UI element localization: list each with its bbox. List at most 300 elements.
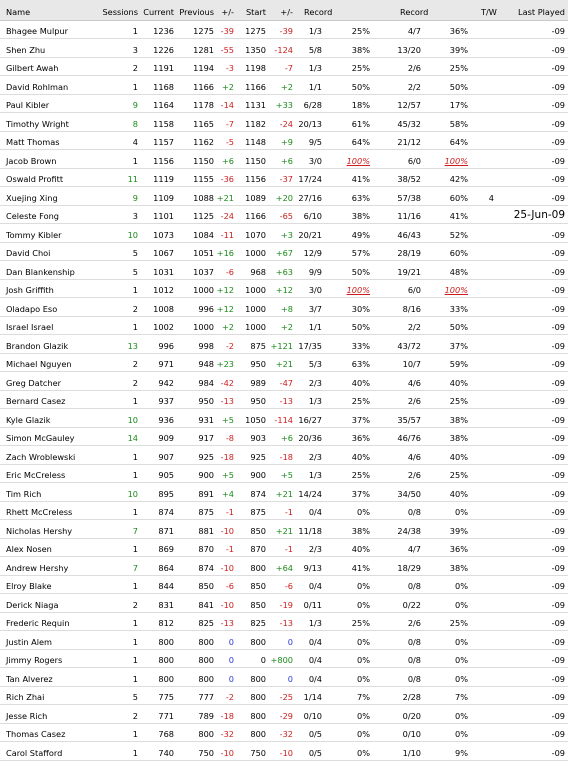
start-rating-cell: 870 <box>250 544 266 554</box>
start-rating-cell: 850 <box>250 581 266 591</box>
win-pct-sessions-cell: 25% <box>351 26 370 36</box>
delta-previous-cell: -5 <box>225 137 234 147</box>
delta-previous-cell: +6 <box>221 155 234 166</box>
delta-start-cell: -1 <box>284 507 293 517</box>
table-row[interactable] <box>0 501 568 520</box>
table-header <box>0 0 568 21</box>
record-games-cell: 28/19 <box>397 248 421 258</box>
record-games-cell: 0/8 <box>407 636 421 647</box>
table-row[interactable] <box>0 705 568 724</box>
record-sessions-cell: 14/24 <box>298 488 322 499</box>
start-rating-cell: 950 <box>250 359 266 369</box>
player-name: Jimmy Rogers <box>6 655 63 665</box>
record-games-cell: 45/32 <box>397 118 421 129</box>
delta-start-cell: -18 <box>279 451 293 462</box>
record-games-cell: 11/16 <box>397 211 421 221</box>
record-sessions-cell: 6/28 <box>303 100 322 110</box>
record-sessions-cell: 0/4 <box>308 655 322 665</box>
delta-previous-cell: -7 <box>225 118 234 129</box>
player-name: Matt Thomas <box>6 137 60 147</box>
delta-previous-cell: -10 <box>220 747 234 758</box>
win-pct-games-cell: 38% <box>449 414 468 425</box>
win-pct-sessions-cell: 63% <box>351 359 370 369</box>
table-row[interactable] <box>0 353 568 372</box>
current-rating-cell: 905 <box>158 470 174 480</box>
record-games-cell: 1/10 <box>402 747 421 758</box>
start-rating-cell: 875 <box>250 340 266 351</box>
delta-start-cell: +20 <box>275 192 293 203</box>
win-pct-sessions-cell: 0% <box>357 581 370 591</box>
win-pct-sessions-cell: 0% <box>357 655 370 665</box>
record-sessions-cell: 17/24 <box>298 174 322 184</box>
delta-previous-cell: -6 <box>225 581 234 591</box>
delta-start-cell: -1 <box>284 544 293 554</box>
table-row[interactable] <box>0 446 568 465</box>
record-sessions-cell: 27/16 <box>298 192 322 203</box>
delta-previous-cell: -8 <box>225 433 234 443</box>
table-row[interactable] <box>0 261 568 280</box>
win-pct-sessions-cell: 0% <box>357 747 370 758</box>
win-pct-games-cell: 50% <box>449 81 468 92</box>
win-pct-games-cell: 60% <box>449 248 468 258</box>
record-sessions-cell: 11/18 <box>298 525 322 536</box>
previous-rating-cell: 1000 <box>193 285 214 295</box>
previous-rating-cell: 1150 <box>193 155 214 166</box>
delta-start-cell: +12 <box>275 285 293 295</box>
sessions-cell: 9 <box>132 192 138 203</box>
start-rating-cell: 1000 <box>245 303 266 314</box>
previous-rating-cell: 1051 <box>193 248 214 258</box>
record-games-cell: 2/2 <box>407 322 421 332</box>
delta-start-cell: +2 <box>280 81 293 92</box>
previous-rating-cell: 875 <box>198 507 214 517</box>
table-row[interactable] <box>0 94 568 113</box>
current-rating-cell: 1031 <box>153 266 174 277</box>
header-previous[interactable]: Previous <box>179 7 214 17</box>
player-name: Kyle Glazik <box>6 414 51 425</box>
header-delta-start[interactable]: +/- <box>280 7 293 17</box>
sessions-cell: 1 <box>132 655 138 665</box>
record-games-cell: 0/8 <box>407 581 421 591</box>
win-pct-games-cell: 60% <box>449 192 468 203</box>
record-sessions-cell: 9/9 <box>308 266 322 277</box>
delta-previous-cell: -13 <box>220 396 234 406</box>
start-rating-cell: 800 <box>250 692 266 702</box>
sessions-cell: 13 <box>127 340 138 351</box>
win-pct-games-cell: 40% <box>449 451 468 462</box>
record-games-cell: 0/8 <box>407 673 421 684</box>
current-rating-cell: 740 <box>158 747 174 758</box>
sessions-cell: 1 <box>132 544 138 554</box>
sessions-cell: 1 <box>132 81 138 92</box>
record-games-cell: 10/7 <box>402 359 421 369</box>
player-name: Jacob Brown <box>6 155 57 166</box>
last-played-cell: -09 <box>551 118 565 129</box>
delta-start-cell: 0 <box>287 636 293 647</box>
record-sessions-cell: 2/3 <box>308 451 322 462</box>
previous-rating-cell: 1084 <box>193 229 214 240</box>
last-played-cell: 25-Jun-09 <box>513 209 565 221</box>
sessions-cell: 1 <box>132 155 138 166</box>
player-name: Shen Zhu <box>6 44 46 55</box>
player-name: Greg Datcher <box>6 377 61 388</box>
last-played-cell: -09 <box>551 229 565 240</box>
previous-rating-cell: 1194 <box>193 63 214 73</box>
win-pct-games-cell: 40% <box>449 488 468 499</box>
record-sessions-cell: 6/10 <box>303 211 322 221</box>
player-name: Oladapo Eso <box>6 303 58 314</box>
header-start[interactable]: Start <box>245 7 266 17</box>
current-rating-cell: 1156 <box>153 155 174 166</box>
table-row[interactable] <box>0 612 568 631</box>
last-played-cell: -09 <box>551 340 565 351</box>
start-rating-cell: 1166 <box>245 81 266 92</box>
delta-previous-cell: +5 <box>221 414 234 425</box>
header-delta-previous[interactable]: +/- <box>221 7 234 17</box>
previous-rating-cell: 850 <box>198 581 214 591</box>
table-row[interactable] <box>0 649 568 668</box>
record-games-cell: 2/2 <box>407 81 421 92</box>
win-pct-sessions-cell: 37% <box>351 488 370 499</box>
record-games-cell: 0/8 <box>407 507 421 517</box>
previous-rating-cell: 925 <box>198 451 214 462</box>
record-sessions-cell: 2/3 <box>308 544 322 554</box>
win-pct-sessions-cell: 41% <box>351 174 370 184</box>
current-rating-cell: 1226 <box>153 44 174 55</box>
table-row[interactable] <box>0 723 568 742</box>
last-played-cell: -09 <box>551 470 565 480</box>
win-pct-games-cell: 0% <box>455 507 468 517</box>
win-pct-games-cell: 0% <box>455 636 468 647</box>
delta-previous-cell: -18 <box>220 451 234 462</box>
current-rating-cell: 1073 <box>153 229 174 240</box>
table-row[interactable] <box>0 520 568 539</box>
win-pct-sessions-cell: 63% <box>351 192 370 203</box>
win-pct-games-cell: 100% <box>444 155 468 166</box>
win-pct-sessions-cell: 64% <box>351 137 370 147</box>
player-name: Celeste Fong <box>6 211 59 221</box>
current-rating-cell: 871 <box>158 525 174 536</box>
player-name: Derick Niaga <box>6 599 59 610</box>
start-rating-cell: 1150 <box>245 155 266 166</box>
delta-start-cell: -29 <box>279 710 293 721</box>
record-sessions-cell: 0/4 <box>308 673 322 684</box>
player-name: Tommy Kibler <box>6 229 62 240</box>
previous-rating-cell: 800 <box>198 729 214 739</box>
table-row[interactable] <box>0 131 568 150</box>
win-pct-games-cell: 41% <box>449 211 468 221</box>
record-sessions-cell: 12/9 <box>303 248 322 258</box>
record-games-cell: 21/12 <box>397 137 421 147</box>
record-sessions-cell: 0/4 <box>308 581 322 591</box>
delta-previous-cell: +5 <box>221 470 234 480</box>
last-played-cell: -09 <box>551 100 565 110</box>
delta-start-cell: +8 <box>280 303 293 314</box>
win-pct-sessions-cell: 40% <box>351 544 370 554</box>
last-played-cell: -09 <box>551 599 565 610</box>
delta-start-cell: -32 <box>279 729 293 739</box>
table-row[interactable] <box>0 39 568 58</box>
table-row[interactable] <box>0 20 568 39</box>
win-pct-sessions-cell: 40% <box>351 451 370 462</box>
record-sessions-cell: 17/35 <box>298 340 322 351</box>
previous-rating-cell: 1162 <box>193 137 214 147</box>
player-name: Oswald Profitt <box>6 174 64 184</box>
win-pct-sessions-cell: 57% <box>351 248 370 258</box>
record-games-cell: 8/16 <box>402 303 421 314</box>
player-name: Bhagee Mulpur <box>6 26 68 36</box>
table-row[interactable] <box>0 279 568 298</box>
win-pct-sessions-cell: 0% <box>357 729 370 739</box>
sessions-cell: 10 <box>127 229 138 240</box>
record-games-cell: 2/6 <box>407 63 421 73</box>
win-pct-sessions-cell: 37% <box>351 414 370 425</box>
previous-rating-cell: 1166 <box>193 81 214 92</box>
previous-rating-cell: 1178 <box>193 100 214 110</box>
record-sessions-cell: 0/5 <box>308 747 322 758</box>
table-row[interactable] <box>0 631 568 650</box>
sessions-cell: 14 <box>127 433 138 443</box>
record-sessions-cell: 1/14 <box>303 692 322 702</box>
delta-start-cell: -24 <box>279 118 293 129</box>
record-games-cell: 2/28 <box>402 692 421 702</box>
start-rating-cell: 850 <box>250 599 266 610</box>
delta-start-cell: +121 <box>270 340 293 351</box>
win-pct-sessions-cell: 25% <box>351 618 370 628</box>
start-rating-cell: 800 <box>250 729 266 739</box>
header-current[interactable]: Current <box>143 7 174 17</box>
current-rating-cell: 869 <box>158 544 174 554</box>
sessions-cell: 3 <box>132 44 138 55</box>
current-rating-cell: 1067 <box>153 248 174 258</box>
delta-start-cell: -124 <box>274 44 293 55</box>
table-row[interactable] <box>0 205 568 224</box>
player-name: Tim Rich <box>6 488 42 499</box>
delta-previous-cell: -6 <box>225 266 234 277</box>
table-row[interactable] <box>0 316 568 335</box>
record-games-cell: 12/57 <box>397 100 421 110</box>
delta-previous-cell: +23 <box>216 359 234 369</box>
sessions-cell: 5 <box>132 266 138 277</box>
sessions-cell: 1 <box>132 26 138 36</box>
sessions-cell: 2 <box>132 710 138 721</box>
win-pct-games-cell: 39% <box>449 525 468 536</box>
current-rating-cell: 775 <box>158 692 174 702</box>
table-row[interactable] <box>0 483 568 502</box>
sessions-cell: 11 <box>127 174 138 184</box>
record-sessions-cell: 1/3 <box>308 618 322 628</box>
current-rating-cell: 1164 <box>153 100 174 110</box>
sessions-cell: 2 <box>132 303 138 314</box>
win-pct-sessions-cell: 49% <box>351 229 370 240</box>
record-games-cell: 35/57 <box>397 414 421 425</box>
win-pct-sessions-cell: 7% <box>357 692 370 702</box>
start-rating-cell: 800 <box>250 710 266 721</box>
record-sessions-cell: 3/0 <box>308 285 322 295</box>
start-rating-cell: 800 <box>250 636 266 647</box>
table-row[interactable] <box>0 168 568 187</box>
win-pct-sessions-cell: 38% <box>351 44 370 55</box>
win-pct-games-cell: 59% <box>449 359 468 369</box>
start-rating-cell: 1070 <box>245 229 266 240</box>
delta-previous-cell: -32 <box>220 729 234 739</box>
table-row[interactable] <box>0 150 568 169</box>
win-pct-games-cell: 7% <box>455 692 468 702</box>
record-games-cell: 2/6 <box>407 396 421 406</box>
player-name: Rhett McCreless <box>6 507 73 517</box>
record-games-cell: 4/6 <box>407 451 421 462</box>
last-played-cell: -09 <box>551 303 565 314</box>
table-row[interactable] <box>0 409 568 428</box>
delta-previous-cell: -55 <box>220 44 234 55</box>
delta-start-cell: +6 <box>280 433 293 443</box>
win-pct-games-cell: 25% <box>449 63 468 73</box>
record-sessions-cell: 1/3 <box>308 470 322 480</box>
table-row[interactable] <box>0 575 568 594</box>
win-pct-sessions-cell: 100% <box>346 155 370 166</box>
record-games-cell: 34/50 <box>397 488 421 499</box>
table-row[interactable] <box>0 187 568 206</box>
delta-previous-cell: -39 <box>220 26 234 36</box>
delta-start-cell: +3 <box>280 229 293 240</box>
player-name: Simon McGauley <box>6 433 75 443</box>
record-sessions-cell: 2/3 <box>308 377 322 388</box>
header-record-sessions[interactable]: Record <box>304 7 333 17</box>
start-rating-cell: 750 <box>250 747 266 758</box>
delta-previous-cell: -10 <box>220 599 234 610</box>
start-rating-cell: 1166 <box>245 211 266 221</box>
record-games-cell: 19/21 <box>397 266 421 277</box>
record-games-cell: 2/6 <box>407 618 421 628</box>
start-rating-cell: 1182 <box>245 118 266 129</box>
header-tw[interactable]: T/W <box>481 7 497 17</box>
table-row[interactable] <box>0 76 568 95</box>
table-row[interactable] <box>0 557 568 576</box>
table-row[interactable] <box>0 390 568 409</box>
current-rating-cell: 971 <box>158 359 174 369</box>
sessions-cell: 1 <box>132 451 138 462</box>
start-rating-cell: 825 <box>250 618 266 628</box>
win-pct-games-cell: 58% <box>449 118 468 129</box>
start-rating-cell: 1275 <box>245 26 266 36</box>
delta-start-cell: +67 <box>275 248 293 258</box>
player-name: David Choi <box>6 248 51 258</box>
table-row[interactable] <box>0 427 568 446</box>
delta-previous-cell: -42 <box>220 377 234 388</box>
delta-previous-cell: -1 <box>225 544 234 554</box>
delta-start-cell: +21 <box>275 488 293 499</box>
sessions-cell: 1 <box>132 322 138 332</box>
current-rating-cell: 1119 <box>153 174 174 184</box>
start-rating-cell: 1198 <box>245 63 266 73</box>
table-row[interactable] <box>0 335 568 354</box>
record-games-cell: 6/0 <box>407 285 421 295</box>
start-rating-cell: 800 <box>250 673 266 684</box>
last-played-cell: -09 <box>551 673 565 684</box>
sessions-cell: 1 <box>132 396 138 406</box>
record-sessions-cell: 5/3 <box>308 359 322 369</box>
record-sessions-cell: 5/8 <box>308 44 322 55</box>
sessions-cell: 1 <box>132 673 138 684</box>
start-rating-cell: 1156 <box>245 174 266 184</box>
last-played-cell: -09 <box>551 544 565 554</box>
sessions-cell: 2 <box>132 599 138 610</box>
table-row[interactable] <box>0 686 568 705</box>
last-played-cell: -09 <box>551 710 565 721</box>
table-row[interactable] <box>0 742 568 761</box>
table-row[interactable] <box>0 113 568 132</box>
delta-previous-cell: -2 <box>225 692 234 702</box>
previous-rating-cell: 891 <box>198 488 214 499</box>
record-sessions-cell: 1/1 <box>308 81 322 92</box>
table-row[interactable] <box>0 372 568 391</box>
last-played-cell: -09 <box>551 248 565 258</box>
header-record-games[interactable]: Record <box>400 7 429 17</box>
player-name: Xuejing Xing <box>6 192 58 203</box>
player-name: Jesse Rich <box>6 710 48 721</box>
table-row[interactable] <box>0 538 568 557</box>
last-played-cell: -09 <box>551 44 565 55</box>
sessions-cell: 7 <box>132 525 138 536</box>
delta-start-cell: -37 <box>279 174 293 184</box>
player-name: Carol Stafford <box>6 747 63 758</box>
player-name: Paul Kibler <box>6 100 50 110</box>
player-name: Gilbert Awah <box>6 63 59 73</box>
header-sessions[interactable]: Sessions <box>102 7 138 17</box>
table-row[interactable] <box>0 298 568 317</box>
previous-rating-cell: 800 <box>198 636 214 647</box>
win-pct-games-cell: 38% <box>449 433 468 443</box>
sessions-cell: 1 <box>132 285 138 295</box>
player-name: Alex Nosen <box>6 544 52 554</box>
player-name: Justin Alem <box>6 636 53 647</box>
table-row[interactable] <box>0 668 568 687</box>
record-games-cell: 43/72 <box>397 340 421 351</box>
win-pct-sessions-cell: 33% <box>351 340 370 351</box>
win-pct-games-cell: 25% <box>449 470 468 480</box>
player-name: Frederic Requin <box>6 618 70 628</box>
previous-rating-cell: 1000 <box>193 322 214 332</box>
previous-rating-cell: 777 <box>198 692 214 702</box>
current-rating-cell: 864 <box>158 562 174 573</box>
win-pct-games-cell: 40% <box>449 377 468 388</box>
table-row[interactable] <box>0 594 568 613</box>
delta-previous-cell: 0 <box>228 636 234 647</box>
table-row[interactable] <box>0 224 568 243</box>
current-rating-cell: 895 <box>158 488 174 499</box>
delta-previous-cell: +2 <box>221 322 234 332</box>
record-games-cell: 0/22 <box>402 599 421 610</box>
record-sessions-cell: 1/3 <box>308 396 322 406</box>
table-row[interactable] <box>0 57 568 76</box>
previous-rating-cell: 931 <box>198 414 214 425</box>
header-name[interactable]: Name <box>6 7 31 17</box>
table-row[interactable] <box>0 242 568 261</box>
sessions-cell: 10 <box>127 488 138 499</box>
last-played-cell: -09 <box>551 507 565 517</box>
last-played-cell: -09 <box>551 26 565 36</box>
last-played-cell: -09 <box>551 396 565 406</box>
current-rating-cell: 909 <box>158 433 174 443</box>
win-pct-games-cell: 48% <box>449 266 468 277</box>
win-pct-sessions-cell: 38% <box>351 525 370 536</box>
table-row[interactable] <box>0 464 568 483</box>
delta-previous-cell: +12 <box>216 285 234 295</box>
header-last-played[interactable]: Last Played <box>518 7 565 17</box>
previous-rating-cell: 870 <box>198 544 214 554</box>
start-rating-cell: 874 <box>250 488 266 499</box>
start-rating-cell: 1050 <box>245 414 266 425</box>
